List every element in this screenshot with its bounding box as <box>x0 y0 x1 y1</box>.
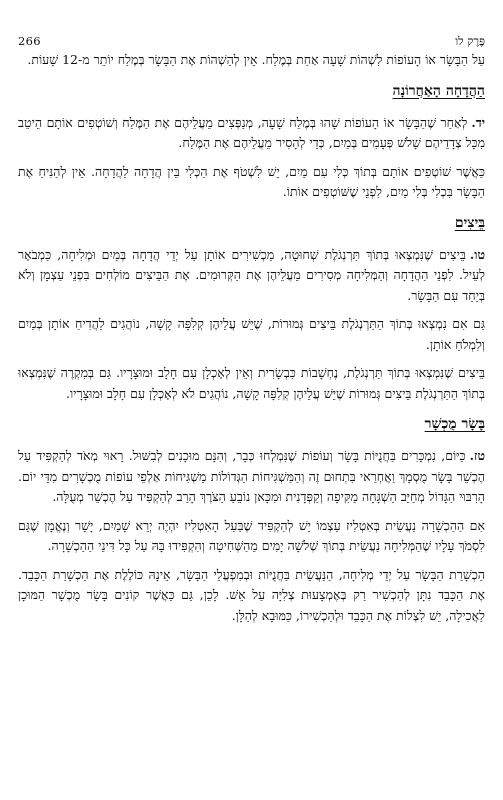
paragraph: אִם הַהַכְשָׁרָה נַעֲשֵׂית בְּאִטְלִיז עַצְמוֹ יֵשׁ לְהַקְפִּיד שֶׁבַּעַל הָאִטְלִיז יִהְיֶה יְרֵא שָׁמַיִם, יָשָׁר וְנֶאֱמָן שֶׁגַּם לִסְמֹךְ עָלָיו שֶׁהַמְּלִיחָה נַעֲשֵׂית בְּתוֹךְ שְׁלֹשָׁה יָמִים מֵהַשְּׁחִיטָה וְהִקְפִּידוּ בָּהּ עַל כָּל דִּינֵי הַהַכְשָׁרָה. <box>18 517 485 553</box>
paragraph <box>18 245 485 307</box>
page-header <box>18 34 485 48</box>
section-heading: בָּשָׂר מֻכְשָׁר <box>424 416 485 432</box>
section-heading: הַהֲדָחָה הָאַחֲרוֹנָה <box>392 82 485 99</box>
page-number: 266 <box>18 34 41 48</box>
paragraph-number: טו. <box>469 246 485 262</box>
chapter-title: פֶּרֶק לו <box>455 34 485 48</box>
paragraph-text: כַּיּוֹם, נִמְכָּרִים בַּחֲנֻיּוֹת בָּשָׂר וְעוֹפוֹת שֶׁנִּמְלְחוּ כְּבָר, וְהִנָּם מוּכָנִים לְבִשּׁוּל. רָאוּי מְאֹד לְהַקְפִּיד עַל הֶכְשֵׁר בָּשָׂר מֻסְמָךְ וַאֲחְרַאי בִּתְחוּם זֶה וְהַמַּשְׁגִּיחוֹת הַגְּדוֹלוֹת מַשְׁגִּיחוֹת אַלְפֵי עוֹפוֹת מֻכְשָׁרִים מִדֵּי יוֹם. הָרִבּוּי הַגָּדוֹל מְחַיֵּב הַשְׁגָּחָה מַקִּיפָה וְקַפְּדָנִית וּמִכָּאן נוֹבֵעַ הַצֹּרֶךְ הָרַב לְהַקְפִּיד עַל הֶכְשֵׁר מְעֻלָּה. <box>18 448 485 504</box>
paragraph <box>18 446 485 508</box>
paragraph: גַּם אִם נִמְצְאוּ בְּתוֹךְ הַתַּרְנְגֹלֶת בֵּיצִים גְּמוּרוֹת, שֶׁיֵּשׁ עֲלֵיהֶן קְלִפָּה קָשָׁה, נוֹהֲגִים לַהֲדִיחַ אוֹתָן בְּמַיִם וְלִמְלֹחַ אוֹתָן. <box>18 316 485 352</box>
paragraph-text: לְאַחַר שֶׁהַבָּשָׂר אוֹ הָעוֹפוֹת שָׁהוּ בְּמֶלַח שָׁעָה, מְנַפְּצִים מֵעֲלֵיהֶם אֶת הַמֶּלַח וְשׁוֹטְפִים אוֹתָם הֵיטֵב מִכָּל צְדָדֵיהֶם שָׁלֹשׁ פְּעָמִים בְּמַיִם, כְּדֵי לְהָסִיר מֵעֲלֵיהֶם אֶת הַמֶּלַח. <box>18 114 485 150</box>
page-body <box>18 50 485 634</box>
paragraph: כַּאֲשֶׁר שׁוֹטְפִים אוֹתָם בְּתוֹךְ כְּלִי עִם מַיִם, יֵשׁ לִשְׁטֹף אֶת הַכְּלִי בֵּין הֲדָחָה לַהֲדָחָה. אֵין לְהַנִּיחַ אֶת הַבָּשָׂר בִּכְלִי בְּלִי מַיִם, לִפְנֵי שֶׁשּׁוֹטְפִים אוֹתוֹ. <box>18 163 485 199</box>
paragraph-number: טז. <box>469 448 485 463</box>
paragraph: הַכְשָׁרַת הַבָּשָׂר עַל יְדֵי מְלִיחָה, הַנַּעֲשֵׂית בַּחֲנֻיּוֹת וּבְמִפְעֲלֵי הַבָּשָׂר, אֵינָהּ כּוֹלֶלֶת אֶת הַכְשָׁרַת הַכָּבֵד. אֶת הַכָּבֵד נִתָּן לְהַכְשִׁיר רַק בְּאֶמְצָעוּת צְלִיָּה עַל אֵשׁ. לָכֵן, גַּם כַּאֲשֶׁר קוֹנִים בָּשָׂר מֻכְשָׁר הַמּוּכָן לַאֲכִילָה, יֵשׁ לִצְלוֹת אֶת הַכָּבֵד וּלְהַכְשִׁירוֹ, כַּמּוּבָא לְהַלָּן. <box>18 566 485 623</box>
section-heading: בֵּיצִים <box>454 214 485 231</box>
paragraph-text: בֵּיצִים שֶׁנִּמְצְאוּ בְּתוֹךְ תַּרְנְגֹלֶת שְׁחוּטָה, מַכְשִׁירִים אוֹתָן עַל יְדֵי הֲדָחָה בְּמַיִם וּמְלִיחָה, כַּמְבֹאָר לְעֵיל. לִפְנֵי הַהֲדָחָה וְהַמְּלִיחָה מְסִירִים מֵעֲלֵיהֶן אֶת הַקְּרוּמִים. אֶת הַבֵּיצִים מוֹלְחִים בִּפְנֵי עַצְמָן וְלֹא בְּיַחַד עִם הַבָּשָׂר. <box>18 246 485 303</box>
paragraph <box>18 113 485 154</box>
paragraph: בֵּיצִים שֶׁנִּמְצְאוּ בְּתוֹךְ תַּרְנְגֹלֶת, נֶחְשָׁבוֹת כִּבְשָׂרִית וְאֵין לְאָכְלָן עִם חָלָב וּמוּצָרָיו. גַּם בְּמִקְרֶה שֶׁנִּמְצְאוּ בְּתוֹךְ הַתַּרְנְגֹלֶת בֵּיצִים גְּמוּרוֹת שֶׁיֵּשׁ עֲלֵיהֶן קְלִפָּה קָשָׁה, נוֹהֲגִים לֹא לְאָכְלָן עִם חָלָב וּמוּצָרָיו. <box>18 365 485 401</box>
paragraph-number: יד. <box>471 114 485 130</box>
paragraph: עַל הַבָּשָׂר אוֹ הָעוֹפוֹת לִשְׁהוֹת שָׁעָה אַחַת בְּמֶלַח. אֵין לְהַשְׁהוֹת אֶת הַבָּשָׂר בְּמֶלַח יוֹתֵר מ-12 שָׁעוֹת. <box>27 52 485 67</box>
